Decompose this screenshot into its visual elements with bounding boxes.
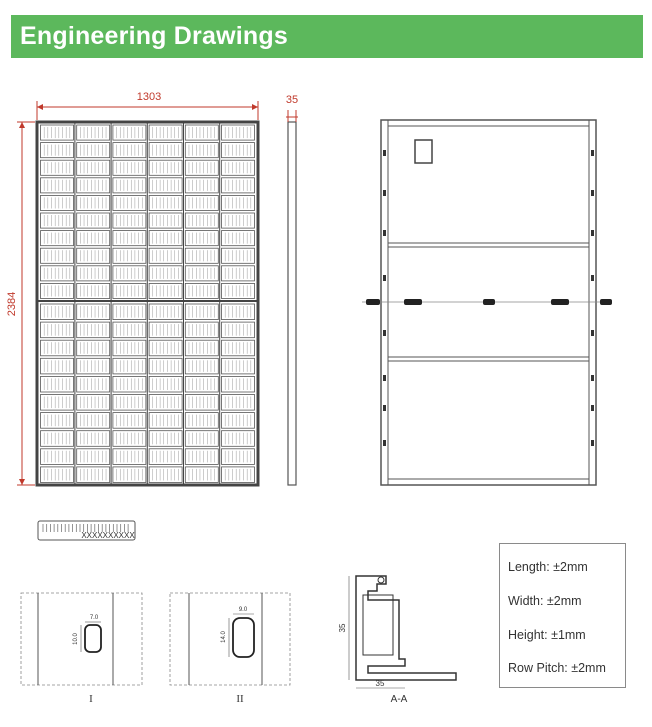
solar-cell [222,178,255,193]
mounting-hole [383,375,386,381]
detail-ii-dim-b: 14.0 [221,631,227,643]
solar-cell [41,340,74,356]
solar-cell [149,213,182,228]
solar-cell [77,431,110,447]
solar-cell [149,231,182,246]
solar-cell [77,213,110,228]
solar-cell [222,213,255,228]
solar-cell [222,322,255,338]
solar-cell [77,178,110,193]
solar-cell [149,395,182,411]
mounting-hole [591,405,594,411]
solar-cell [41,322,74,338]
solar-cell [41,395,74,411]
solar-cell [185,413,218,429]
cable-connectors [362,299,612,305]
tolerance-box [499,543,626,688]
profile-section-label: A-A [390,694,408,705]
solar-cell [222,266,255,281]
detail-i [21,593,142,705]
detail-ii-dim-a: 9.0 [238,607,248,613]
solar-cell [185,467,218,483]
height-dimension [6,122,35,485]
solar-cell [77,125,110,140]
solar-cell [149,358,182,374]
solar-cell [113,195,146,210]
solar-cell [113,467,146,483]
solar-cell [222,160,255,175]
mounting-hole [591,330,594,336]
solar-cell [113,358,146,374]
solar-cell [77,449,110,465]
solar-cell [149,340,182,356]
solar-cell [222,304,255,320]
solar-cell [222,431,255,447]
solar-cell [222,467,255,483]
solar-cell [185,125,218,140]
junction-box [415,140,432,163]
solar-cell [41,413,74,429]
profile-height-label: 35 [338,623,347,633]
front-view [37,122,258,485]
solar-cell [113,231,146,246]
profile-width-label: 35 [375,679,385,688]
width-label: 1303 [136,91,162,103]
solar-cell [149,413,182,429]
back-view [362,120,612,485]
solar-cell [41,213,74,228]
solar-cell [185,376,218,392]
solar-cell [222,358,255,374]
tolerance-length: Length: ±2mm [508,560,588,574]
solar-cell [185,178,218,193]
solar-cell [185,248,218,263]
side-view [286,94,298,485]
solar-cell [77,376,110,392]
detail-i-dim-a: 7.0 [89,615,99,621]
solar-cell [113,395,146,411]
solar-cell [113,322,146,338]
label-strip-text: XXXXXXXXXX [81,531,135,540]
solar-cell [185,395,218,411]
solar-cell [77,248,110,263]
solar-cell [149,449,182,465]
solar-cell [41,304,74,320]
solar-cell [185,195,218,210]
solar-cell [113,248,146,263]
mounting-hole [383,190,386,196]
mounting-hole [591,150,594,156]
solar-cell [185,283,218,298]
solar-cell [113,143,146,158]
solar-cell [185,304,218,320]
solar-cell [149,143,182,158]
solar-cell [222,248,255,263]
width-dimension [37,91,258,120]
solar-cell-grid [41,123,255,484]
solar-cell [222,395,255,411]
solar-cell [113,160,146,175]
solar-cell [149,467,182,483]
solar-cell [149,376,182,392]
mounting-hole [591,190,594,196]
solar-cell [149,125,182,140]
solar-cell [77,231,110,246]
solar-cell [113,304,146,320]
solar-cell [222,449,255,465]
solar-cell [113,283,146,298]
solar-cell [113,178,146,193]
solar-cell [185,340,218,356]
detail-i-label: I [89,693,93,705]
detail-ii [170,593,290,705]
thickness-label: 35 [285,94,299,106]
mounting-hole [591,440,594,446]
solar-cell [149,248,182,263]
solar-cell [222,231,255,246]
solar-cell [149,178,182,193]
solar-cell [113,431,146,447]
solar-cell [41,195,74,210]
solar-cell [41,266,74,281]
solar-cell [149,304,182,320]
solar-cell [41,178,74,193]
solar-cell [41,125,74,140]
mounting-hole [383,230,386,236]
solar-cell [222,413,255,429]
solar-cell [41,231,74,246]
mounting-hole [383,275,386,281]
solar-cell [149,322,182,338]
solar-cell [77,143,110,158]
profile-section [338,576,456,705]
solar-cell [77,322,110,338]
solar-cell [185,358,218,374]
page-title: Engineering Drawings [20,22,288,50]
solar-cell [41,431,74,447]
mounting-hole [383,330,386,336]
solar-cell [185,449,218,465]
solar-cell [77,195,110,210]
mounting-holes [383,150,594,446]
solar-cell [77,395,110,411]
mounting-hole [383,405,386,411]
tolerance-height: Height: ±1mm [508,628,586,642]
mounting-hole [591,230,594,236]
solar-cell [113,213,146,228]
solar-cell [41,467,74,483]
solar-cell [77,304,110,320]
solar-cell [222,376,255,392]
solar-cell [185,322,218,338]
mounting-hole [591,275,594,281]
solar-cell [185,213,218,228]
solar-cell [149,195,182,210]
solar-cell [149,431,182,447]
detail-ii-label: II [236,693,244,705]
solar-cell [185,231,218,246]
solar-cell [77,413,110,429]
solar-cell [41,143,74,158]
solar-cell [149,160,182,175]
solar-cell [41,248,74,263]
solar-cell [149,283,182,298]
detail-i-dim-b: 10.0 [73,633,79,645]
mounting-hole [383,440,386,446]
solar-cell [222,283,255,298]
solar-cell [222,143,255,158]
tolerance-row-pitch: Row Pitch: ±2mm [508,661,606,675]
solar-cell [41,376,74,392]
solar-cell [222,125,255,140]
solar-cell [77,160,110,175]
mounting-hole [591,375,594,381]
solar-cell [185,160,218,175]
solar-cell [113,449,146,465]
solar-cell [77,358,110,374]
solar-cell [77,340,110,356]
solar-cell [149,266,182,281]
solar-cell [185,431,218,447]
solar-cell [113,125,146,140]
solar-cell [77,467,110,483]
solar-cell [113,266,146,281]
solar-cell [41,283,74,298]
solar-cell [41,358,74,374]
solar-cell [222,195,255,210]
solar-cell [113,413,146,429]
solar-cell [222,340,255,356]
solar-cell [41,449,74,465]
height-label: 2384 [6,291,18,317]
solar-cell [113,376,146,392]
mounting-hole [383,150,386,156]
solar-cell [185,266,218,281]
label-strip [38,521,135,540]
solar-cell [77,283,110,298]
solar-cell [41,160,74,175]
solar-cell [77,266,110,281]
solar-cell [113,340,146,356]
solar-cell [185,143,218,158]
tolerance-width: Width: ±2mm [508,594,582,608]
